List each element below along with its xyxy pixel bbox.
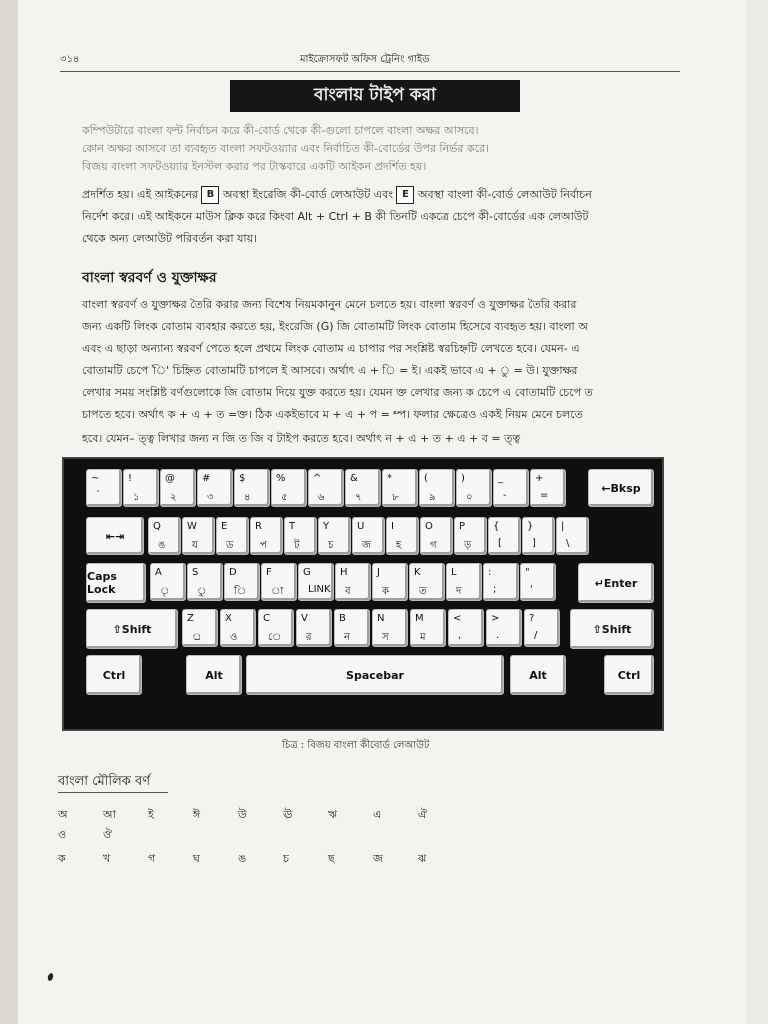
key-bangla-char: চ xyxy=(328,540,334,551)
right-alt-key xyxy=(510,655,566,695)
key-shift-char: ) xyxy=(461,473,465,484)
key-shift-char: ! xyxy=(128,473,133,484)
left-ctrl-key xyxy=(86,655,142,695)
keyboard-key xyxy=(352,517,385,555)
right-shift-key-label: ⇧Shift xyxy=(592,622,632,636)
right-ctrl-key-label: Ctrl xyxy=(617,668,641,682)
key-shift-char: " xyxy=(525,567,530,578)
keyboard-key xyxy=(86,469,122,507)
scan-edge xyxy=(0,0,18,1024)
letter: ঙ xyxy=(238,852,247,865)
keyboard-key xyxy=(261,563,297,601)
keyboard-key xyxy=(410,609,446,647)
page-number: ৩১৪ xyxy=(60,54,80,65)
backspace-key-label: ←Bksp xyxy=(601,481,641,495)
key-bangla-char: - xyxy=(503,490,507,501)
key-bangla-char: ত xyxy=(419,586,427,597)
keyboard-key xyxy=(335,563,371,601)
key-shift-char: * xyxy=(387,473,392,484)
letter: ছ xyxy=(328,852,335,865)
keyboard-key xyxy=(456,469,492,507)
key-bangla-char: ৮ xyxy=(392,492,399,503)
key-shift-char: G xyxy=(303,567,311,578)
keyboard-key xyxy=(182,609,218,647)
caps-lock-key xyxy=(86,563,146,603)
key-shift-char: F xyxy=(266,567,272,578)
figure-caption: চিত্র : বিজয় বাংলা কীবোর্ড লেআউট xyxy=(282,740,430,751)
key-shift-char: > xyxy=(491,613,500,624)
key-shift-char: } xyxy=(527,521,534,532)
key-bangla-char: ঙ xyxy=(158,540,166,551)
keyboard-key xyxy=(524,609,560,647)
keyboard-key xyxy=(187,563,223,601)
key-shift-char: : xyxy=(488,567,492,578)
key-bangla-char: ব xyxy=(345,586,351,597)
letter: খ xyxy=(103,852,111,865)
letter: ঐ xyxy=(418,808,427,821)
key-bangla-char: ৃ xyxy=(160,586,170,597)
body-line: এবং এ ছাড়া অন্যান্য স্বরবর্ণ পেতে হলে প্রথমে লিংক বোতাম এ চাপার পর সংশ্লিষ্ট স্বরচিহ্নটি লেখতে হবে। যেমন- এ xyxy=(82,342,580,355)
section-heading-vowels: বাংলা স্বরবর্ণ ও যুক্তাক্ষর xyxy=(82,270,217,286)
intro-line-4c: অবস্থা বাংলা কী-বোর্ড লেআউট নির্বাচন xyxy=(417,188,592,201)
left-shift-key xyxy=(86,609,178,649)
letter: জ xyxy=(373,852,383,865)
key-bangla-char: ৫ xyxy=(281,492,288,503)
key-shift-char: H xyxy=(340,567,348,578)
spacebar-key-label: Spacebar xyxy=(346,668,404,682)
key-bangla-char: ন xyxy=(344,632,350,643)
key-bangla-char: ু xyxy=(197,586,207,597)
letter: গ xyxy=(148,852,156,865)
keyboard-key xyxy=(382,469,418,507)
key-bangla-char: গ xyxy=(430,540,437,551)
bangla-mode-icon: B xyxy=(201,186,219,204)
key-bangla-char: ১ xyxy=(133,492,140,503)
left-alt-key xyxy=(186,655,242,695)
keyboard-key xyxy=(296,609,332,647)
keyboard-key xyxy=(372,609,408,647)
key-shift-char: V xyxy=(301,613,308,624)
key-shift-char: W xyxy=(187,521,197,532)
key-shift-char: $ xyxy=(239,473,246,484)
letter: আ xyxy=(103,808,116,821)
running-title: মাইক্রোসফট অফিস ট্রেনিং গাইড xyxy=(300,54,430,65)
keyboard-key xyxy=(284,517,317,555)
key-shift-char: T xyxy=(289,521,296,532)
key-bangla-char: ' xyxy=(530,584,533,595)
keyboard-key xyxy=(386,517,419,555)
key-shift-char: B xyxy=(339,613,346,624)
intro-line-2: কোন অক্ষর আসবে তা ব্যবহৃত বাংলা সফটওয়্যার এবং নির্বাচিত কী-বোর্ডের উপর নির্ভর করে। xyxy=(82,142,489,155)
key-bangla-char: , xyxy=(458,630,462,641)
key-bangla-char: ` xyxy=(96,490,101,501)
letter: চ xyxy=(283,852,289,865)
key-bangla-char: ৯ xyxy=(429,492,436,503)
keyboard-key xyxy=(448,609,484,647)
intro-line-5: নির্দেশ করে। এই আইকনে মাউস ক্লিক করে কিংবা Alt + Ctrl + B কী তিনটি একত্রে চেপে কী-বোর্ডের এক লেআউট xyxy=(82,210,589,223)
right-alt-key-label: Alt xyxy=(529,668,547,682)
key-shift-char: _ xyxy=(498,473,503,484)
keyboard-key xyxy=(488,517,521,555)
key-shift-char: + xyxy=(535,473,544,484)
letter: ও xyxy=(58,828,67,841)
key-bangla-char: ৪ xyxy=(244,492,251,503)
keyboard-key xyxy=(271,469,307,507)
letter: ই xyxy=(148,808,154,821)
key-bangla-char: ৭ xyxy=(355,492,362,503)
keyboard-key xyxy=(224,563,260,601)
key-bangla-char: \ xyxy=(566,538,570,549)
key-shift-char: S xyxy=(192,567,199,578)
key-bangla-char: ড় xyxy=(464,540,472,551)
key-bangla-char: স xyxy=(382,632,389,643)
backspace-key xyxy=(588,469,654,507)
keyboard-key xyxy=(250,517,283,555)
caps-lock-key-label: Caps Lock xyxy=(87,570,117,596)
key-shift-char: D xyxy=(229,567,237,578)
key-shift-char: A xyxy=(155,567,162,578)
key-shift-char: N xyxy=(377,613,385,624)
intro-line-4b: অবস্থা ইংরেজি কী-বোর্ড লেআউট এবং xyxy=(222,188,393,201)
tab-key-label: ⇤⇥ xyxy=(105,529,125,543)
key-bangla-char: ি xyxy=(234,586,247,597)
key-bangla-char: = xyxy=(540,490,549,501)
spacebar-key xyxy=(246,655,504,695)
keyboard-key xyxy=(522,517,555,555)
letter: ঈ xyxy=(193,808,201,821)
key-bangla-char: ; xyxy=(493,584,497,595)
keyboard-key xyxy=(556,517,589,555)
key-shift-char: R xyxy=(255,521,262,532)
key-bangla-char: ে xyxy=(268,632,282,643)
body-line: চাপতে হবে। অর্থাৎ ক + এ + ত =ক্ত। ঠিক একইভাবে ম + এ + প = ম্প। ফলার ক্ষেত্রেও একই নিয়ম মেনে চলতে xyxy=(82,408,583,421)
key-shift-char: O xyxy=(425,521,433,532)
section-heading-letters xyxy=(58,772,150,793)
key-shift-char: @ xyxy=(165,473,175,484)
keyboard-key xyxy=(197,469,233,507)
left-alt-key-label: Alt xyxy=(205,668,223,682)
key-bangla-char: [ xyxy=(498,538,502,549)
key-bangla-char: জ xyxy=(362,540,371,551)
key-bangla-char: . xyxy=(496,630,500,641)
keyboard-key xyxy=(334,609,370,647)
key-shift-char: U xyxy=(357,521,365,532)
keyboard-key xyxy=(486,609,522,647)
keyboard-key xyxy=(318,517,351,555)
key-bangla-char: ম xyxy=(420,632,426,643)
body-line: বোতামটি চেপে 'ি' চিহ্নিত বোতামটি চাপলে ই আসবে। অর্থাৎ এ + ি = ই। একই ভাবে এ + ু = উ। যুক্তাক্ষর xyxy=(82,364,578,377)
section-heading-letters-text: বাংলা মৌলিক বর্ণ xyxy=(58,774,151,789)
key-shift-char: & xyxy=(350,473,358,484)
key-shift-char: ^ xyxy=(313,473,322,484)
chapter-title-text: বাংলায় টাইপ করা xyxy=(314,85,436,105)
key-shift-char: Q xyxy=(153,521,161,532)
key-bangla-char: / xyxy=(534,630,538,641)
key-bangla-char: দ xyxy=(456,586,462,597)
letter: ঔ xyxy=(103,828,113,841)
key-shift-char: Z xyxy=(187,613,194,624)
keyboard-key xyxy=(258,609,294,647)
key-shift-char: { xyxy=(493,521,500,532)
intro-line-4a: প্রদর্শিত হয়। এই আইকনের xyxy=(82,188,198,201)
bijoy-keyboard-layout xyxy=(62,457,664,731)
intro-line-1: কম্পিউটারে বাংলা ফন্ট নির্বাচন করে কী-বোর্ড থেকে কী-গুলো চাপলে বাংলা অক্ষর আসবে। xyxy=(82,124,479,137)
letter: উ xyxy=(238,808,247,821)
intro-line-3: বিজয় বাংলা সফটওয়্যার ইনস্টল করার পর টাস্কবারে একটি আইকন প্রদর্শিত হয়। xyxy=(82,160,427,173)
letter: ক xyxy=(58,852,66,865)
intro-line-6: থেকে অন্য লেআউট পরিবর্তন করা যায়। xyxy=(82,232,258,245)
key-bangla-char: া xyxy=(271,586,284,597)
body-line: জন্য একটি লিংক বোতাম ব্যবহার করতে হয়, ইংরেজি (G) জি বোতামটি লিংক বোতাম হিসেবে ব্যবহৃত হয়। বাংলা অ xyxy=(82,320,588,333)
key-shift-char: C xyxy=(263,613,270,624)
header-rule xyxy=(60,71,680,72)
keyboard-key xyxy=(160,469,196,507)
key-bangla-char: প xyxy=(260,540,267,551)
key-bangla-char: হ xyxy=(396,540,402,551)
enter-key xyxy=(578,563,654,603)
key-bangla-char: র xyxy=(306,632,312,643)
key-bangla-char: ০ xyxy=(466,492,473,503)
keyboard-key xyxy=(420,517,453,555)
keyboard-key xyxy=(150,563,186,601)
body-line: বাংলা স্বরবর্ণ ও যুক্তাক্ষর তৈরি করার জন্য বিশেষ নিয়মকানুন মেনে চলতে হয়। বাংলা স্বরবর্ণ ও যুক্তাক্ষর তৈরি করার xyxy=(82,298,577,311)
key-shift-char: M xyxy=(415,613,424,624)
key-bangla-char: ২ xyxy=(170,492,177,503)
body-line: লেখার সময় সংশ্লিষ্ট বর্ণগুলোকে জি বোতাম দিয়ে যুক্ত করতে হয়। যেমন ক্ত লেখার জন্য ক চেপে এ বোতামটি চেপে ত xyxy=(82,386,593,399)
key-shift-char: ( xyxy=(424,473,428,484)
keyboard-key xyxy=(419,469,455,507)
key-bangla-char: ক xyxy=(382,586,389,597)
letter: ঘ xyxy=(193,852,200,865)
key-shift-char: P xyxy=(459,521,466,532)
keyboard-key xyxy=(123,469,159,507)
keyboard-key xyxy=(530,469,566,507)
key-bangla-char: ও xyxy=(230,632,238,643)
key-bangla-char: ট xyxy=(294,540,300,551)
letter: এ xyxy=(373,808,382,821)
left-shift-key-label: ⇧Shift xyxy=(112,622,152,636)
key-bangla-char: য xyxy=(192,540,198,551)
key-shift-char: % xyxy=(276,473,286,484)
body-line: হবে। যেমন– ত্ত্ব লিখার জন্য ন জি ত জি ব টাইপ করতে হবে। অর্থাৎ ন + এ + ত + এ + ব = ত্ত্ব xyxy=(82,432,521,445)
letter: অ xyxy=(58,808,68,821)
key-bangla-char: ্র xyxy=(192,632,202,643)
keyboard-key xyxy=(446,563,482,601)
keyboard-key xyxy=(308,469,344,507)
keyboard-key xyxy=(483,563,519,601)
page-header xyxy=(60,48,670,68)
right-ctrl-key xyxy=(604,655,654,695)
letter: ঝ xyxy=(418,852,427,865)
keyboard-key xyxy=(409,563,445,601)
keyboard-key xyxy=(182,517,215,555)
key-shift-char: K xyxy=(414,567,421,578)
letter: ঋ xyxy=(328,808,338,821)
enter-key-label: ↵Enter xyxy=(594,576,638,590)
keyboard-key xyxy=(148,517,181,555)
key-shift-char: J xyxy=(377,567,380,578)
english-mode-icon: E xyxy=(396,186,414,204)
chapter-title xyxy=(230,80,520,112)
key-bangla-char: ৬ xyxy=(318,492,325,503)
tab-key xyxy=(86,517,144,555)
keyboard-key xyxy=(216,517,249,555)
left-ctrl-key-label: Ctrl xyxy=(102,668,126,682)
key-shift-char: L xyxy=(451,567,457,578)
key-shift-char: | xyxy=(561,521,565,532)
key-shift-char: X xyxy=(225,613,232,624)
keyboard-key xyxy=(493,469,529,507)
key-bangla-char: ] xyxy=(532,538,536,549)
keyboard-key xyxy=(234,469,270,507)
key-shift-char: ? xyxy=(529,613,535,624)
keyboard-key xyxy=(220,609,256,647)
keyboard-key xyxy=(298,563,334,601)
keyboard-key xyxy=(372,563,408,601)
key-shift-char: Y xyxy=(323,521,330,532)
key-shift-char: E xyxy=(221,521,228,532)
heading-underline xyxy=(58,792,168,793)
keyboard-key xyxy=(454,517,487,555)
key-bangla-char: LINK xyxy=(308,584,331,595)
letter: ঊ xyxy=(283,808,293,821)
keyboard-key xyxy=(520,563,556,601)
key-shift-char: I xyxy=(391,521,394,532)
intro-line-4 xyxy=(82,186,660,204)
key-shift-char: # xyxy=(202,473,211,484)
key-shift-char: ~ xyxy=(91,473,100,484)
key-bangla-char: ৩ xyxy=(207,492,214,503)
key-bangla-char: ড xyxy=(226,540,234,551)
right-shift-key xyxy=(570,609,654,649)
key-shift-char: < xyxy=(453,613,462,624)
keyboard-key xyxy=(345,469,381,507)
